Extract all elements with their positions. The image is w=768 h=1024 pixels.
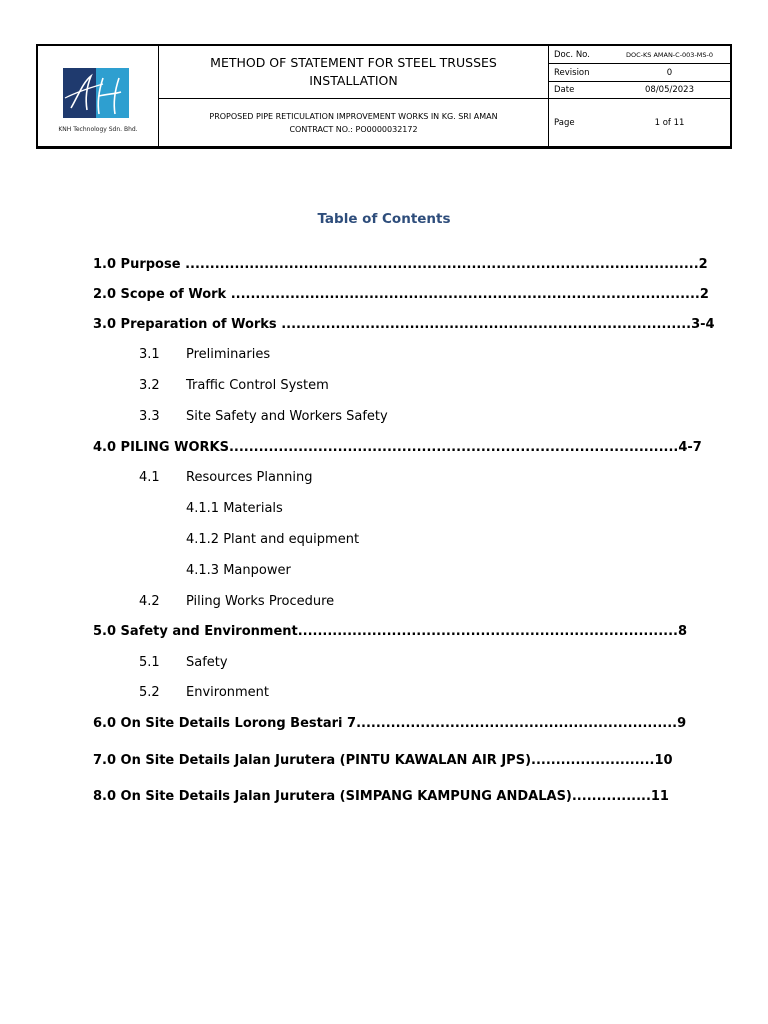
toc-subentry-plant-equipment: 4.1.2 Plant and equipment xyxy=(186,532,360,547)
toc-subentry-materials: 4.1.1 Materials xyxy=(186,501,283,516)
page-label: Page xyxy=(554,117,575,128)
toc-subentry-piling-procedure: Piling Works Procedure xyxy=(186,594,335,609)
company-name: KNH Technology Sdn. Bhd. xyxy=(58,126,138,133)
doc-no-row xyxy=(549,46,730,64)
toc-subentry-number: 4.2 xyxy=(139,594,160,609)
project-line-1: PROPOSED PIPE RETICULATION IMPROVEMENT WORKS IN KG. SRI AMAN xyxy=(209,111,498,121)
toc-subentry-number: 5.1 xyxy=(139,655,160,670)
date-row xyxy=(549,82,730,99)
toc-subentry-safety: Safety xyxy=(186,655,228,670)
project-info xyxy=(159,99,548,146)
date-label: Date xyxy=(554,85,575,95)
toc-entry-preparation-of-works: 3.0 Preparation of Works ...................................................................................3-4 xyxy=(93,317,715,332)
toc-entry-scope-of-work: 2.0 Scope of Work ...............................................................................................2 xyxy=(93,287,709,302)
toc-entry-purpose: 1.0 Purpose ........................................................................................................2 xyxy=(93,257,708,272)
toc-subentry-number: 3.1 xyxy=(139,347,160,362)
toc-subentry-manpower: 4.1.3 Manpower xyxy=(186,563,291,578)
doc-no-value: DOC-KS AMAN-C-003-MS-0 xyxy=(625,50,714,59)
toc-entry-pintu-kawalan: 7.0 On Site Details Jalan Jurutera (PINTU KAWALAN AIR JPS).........................10 xyxy=(93,753,673,768)
toc-entry-simpang-kampung: 8.0 On Site Details Jalan Jurutera (SIMPANG KAMPUNG ANDALAS)................11 xyxy=(93,789,669,804)
toc-subentry-site-safety: Site Safety and Workers Safety xyxy=(186,409,388,424)
document-info-cell xyxy=(549,46,730,146)
toc-subentry-number: 3.2 xyxy=(139,378,160,393)
toc-subentry-environment: Environment xyxy=(186,685,270,700)
title-line-2: INSTALLATION xyxy=(309,73,398,88)
document-title xyxy=(159,46,548,99)
toc-entry-safety-environment: 5.0 Safety and Environment.............................................................................8 xyxy=(93,624,688,639)
toc-entry-lorong-bestari: 6.0 On Site Details Lorong Bestari 7.................................................................9 xyxy=(93,716,687,731)
doc-no-label: Doc. No. xyxy=(554,49,590,60)
toc-entry-piling-works: 4.0 PILING WORKS...........................................................................................4-7 xyxy=(93,440,702,455)
company-logo-icon xyxy=(63,68,129,118)
toc-subentry-number: 3.3 xyxy=(139,409,160,424)
revision-row xyxy=(549,64,730,82)
toc-title: Table of Contents xyxy=(317,211,451,227)
revision-label: Revision xyxy=(554,67,590,78)
title-line-1: METHOD OF STATEMENT FOR STEEL TRUSSES xyxy=(210,55,497,70)
page-value: 1 of 11 xyxy=(654,117,685,128)
document-header xyxy=(36,44,732,149)
date-value: 08/05/2023 xyxy=(645,85,694,95)
toc-subentry-number: 5.2 xyxy=(139,685,160,700)
title-cell xyxy=(159,46,549,146)
toc-subentry-traffic-control: Traffic Control System xyxy=(186,378,329,393)
toc-subentry-number: 4.1 xyxy=(139,470,160,485)
logo-cell xyxy=(38,46,159,146)
page-row xyxy=(549,99,730,146)
contract-number: CONTRACT NO.: PO0000032172 xyxy=(289,124,418,134)
revision-value: 0 xyxy=(666,67,673,78)
toc-subentry-resources-planning: Resources Planning xyxy=(186,470,313,485)
toc-subentry-preliminaries: Preliminaries xyxy=(186,347,271,362)
